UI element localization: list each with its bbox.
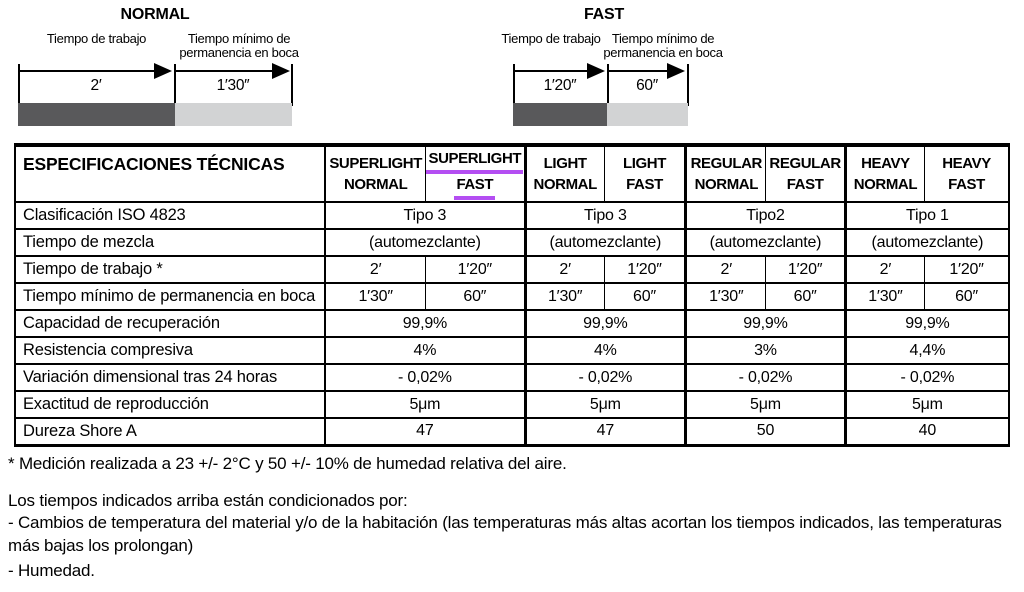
cell-superlight: - 0,02% bbox=[325, 364, 525, 391]
column-header-regular-normal: REGULAR NORMAL bbox=[686, 145, 766, 202]
column-header-superlight-fast bbox=[426, 145, 525, 202]
footnote-condition-temperature: - Cambios de temperatura del material y/o de la habitación (las temperaturas más altas acortan los tiempos indicados, las temperaturas más bajas los prolongan) bbox=[8, 513, 1002, 555]
cell-regular: 99,9% bbox=[686, 310, 846, 337]
table-row-dimensional bbox=[15, 364, 1009, 391]
cell-superlight: 5μm bbox=[325, 391, 525, 418]
cell-regular-normal: 1′30″ bbox=[686, 283, 766, 310]
table-row-trabajo bbox=[15, 256, 1009, 283]
row-label: Capacidad de recuperación bbox=[15, 310, 325, 337]
footnote-conditions-intro: Los tiempos indicados arriba están condicionados por: bbox=[8, 491, 408, 510]
cell-superlight-fast: 1′20″ bbox=[426, 256, 525, 283]
cell-light: 4% bbox=[525, 337, 686, 364]
cell-heavy-fast: 60″ bbox=[925, 283, 1009, 310]
highlight-underline: FAST bbox=[454, 174, 495, 200]
timing-diagram-fast bbox=[499, 6, 739, 128]
cell-regular: (automezclante) bbox=[686, 229, 846, 256]
column-header-heavy-normal: HEAVY NORMAL bbox=[845, 145, 924, 202]
column-header-superlight-normal: SUPERLIGHT NORMAL bbox=[325, 145, 425, 202]
table-row-compresiva bbox=[15, 337, 1009, 364]
table-row-permanencia bbox=[15, 283, 1009, 310]
cell-light: 47 bbox=[525, 418, 686, 445]
work-time-value: 2′ bbox=[90, 77, 102, 94]
column-header-light-normal: LIGHT NORMAL bbox=[525, 145, 604, 202]
mouth-time-arrow-line bbox=[175, 70, 273, 72]
cell-light-normal: 1′30″ bbox=[525, 283, 604, 310]
cell-regular-fast: 1′20″ bbox=[766, 256, 845, 283]
cell-superlight: 47 bbox=[325, 418, 525, 445]
tick-end bbox=[687, 64, 689, 106]
work-time-arrow-line bbox=[18, 70, 156, 72]
specifications-table bbox=[14, 143, 1010, 447]
cell-heavy: 40 bbox=[845, 418, 1009, 445]
header-row bbox=[15, 145, 1009, 202]
cell-light: 99,9% bbox=[525, 310, 686, 337]
footnote-condition-humidity: - Humedad. bbox=[8, 561, 95, 580]
cell-light: (automezclante) bbox=[525, 229, 686, 256]
cell-heavy: (automezclante) bbox=[845, 229, 1009, 256]
cell-light: Tipo 3 bbox=[525, 202, 686, 229]
diagram-title-fast: FAST bbox=[583, 6, 625, 23]
footnote-measurement: * Medición realizada a 23 +/- 2°C y 50 +/- 10% de humedad relativa del aire. bbox=[8, 454, 567, 473]
timing-diagram-normal bbox=[14, 6, 314, 128]
work-time-bar bbox=[513, 103, 607, 126]
work-time-label: Tiempo de trabajo bbox=[46, 31, 147, 46]
table-row-mezcla bbox=[15, 229, 1009, 256]
cell-heavy: 99,9% bbox=[845, 310, 1009, 337]
cell-superlight: 99,9% bbox=[325, 310, 525, 337]
mouth-time-label: Tiempo mínimo de permanencia en boca bbox=[179, 31, 299, 60]
cell-regular: 50 bbox=[686, 418, 846, 445]
cell-superlight: Tipo 3 bbox=[325, 202, 525, 229]
row-label: Tiempo mínimo de permanencia en boca bbox=[15, 283, 325, 310]
cell-regular-normal: 2′ bbox=[686, 256, 766, 283]
work-time-value: 1′20″ bbox=[543, 77, 577, 94]
table-title: ESPECIFICACIONES TÉCNICAS bbox=[15, 145, 325, 202]
table-row-recuperacion bbox=[15, 310, 1009, 337]
cell-heavy: 4,4% bbox=[845, 337, 1009, 364]
work-time-arrow-line bbox=[513, 70, 587, 72]
diagram-title-normal: NORMAL bbox=[120, 6, 190, 23]
mouth-time-value: 60″ bbox=[636, 77, 658, 94]
cell-heavy: Tipo 1 bbox=[845, 202, 1009, 229]
cell-heavy-fast: 1′20″ bbox=[925, 256, 1009, 283]
cell-superlight-fast: 60″ bbox=[426, 283, 525, 310]
cell-regular-fast: 60″ bbox=[766, 283, 845, 310]
cell-superlight-normal: 2′ bbox=[325, 256, 425, 283]
work-time-bar bbox=[18, 103, 175, 126]
mouth-time-arrow-line bbox=[609, 70, 667, 72]
cell-superlight: 4% bbox=[325, 337, 525, 364]
cell-heavy: 5μm bbox=[845, 391, 1009, 418]
column-header-regular-fast: REGULAR FAST bbox=[766, 145, 845, 202]
row-label: Resistencia compresiva bbox=[15, 337, 325, 364]
mouth-time-bar bbox=[175, 103, 292, 126]
cell-light-normal: 2′ bbox=[525, 256, 604, 283]
table-row-dureza bbox=[15, 418, 1009, 445]
cell-regular: 5μm bbox=[686, 391, 846, 418]
cell-light: - 0,02% bbox=[525, 364, 686, 391]
column-header-light-fast: LIGHT FAST bbox=[604, 145, 685, 202]
row-label: Tiempo de mezcla bbox=[15, 229, 325, 256]
cell-regular: 3% bbox=[686, 337, 846, 364]
highlight-underline: SUPERLIGHT bbox=[426, 148, 523, 174]
table-row-exactitud bbox=[15, 391, 1009, 418]
mouth-time-value: 1′30″ bbox=[216, 77, 250, 94]
row-label: Clasificación ISO 4823 bbox=[15, 202, 325, 229]
cell-heavy-normal: 1′30″ bbox=[845, 283, 924, 310]
cell-regular: - 0,02% bbox=[686, 364, 846, 391]
cell-superlight: (automezclante) bbox=[325, 229, 525, 256]
table-row-iso bbox=[15, 202, 1009, 229]
mouth-time-label: Tiempo mínimo de permanencia en boca bbox=[603, 31, 723, 60]
cell-superlight-normal: 1′30″ bbox=[325, 283, 425, 310]
row-label: Dureza Shore A bbox=[15, 418, 325, 445]
work-time-label: Tiempo de trabajo bbox=[501, 31, 601, 46]
row-label: Exactitud de reproducción bbox=[15, 391, 325, 418]
cell-heavy-normal: 2′ bbox=[845, 256, 924, 283]
cell-regular: Tipo2 bbox=[686, 202, 846, 229]
cell-light: 5μm bbox=[525, 391, 686, 418]
column-header-heavy-fast: HEAVY FAST bbox=[925, 145, 1009, 202]
row-label: Variación dimensional tras 24 horas bbox=[15, 364, 325, 391]
cell-light-fast: 60″ bbox=[604, 283, 685, 310]
cell-heavy: - 0,02% bbox=[845, 364, 1009, 391]
mouth-time-bar bbox=[607, 103, 688, 126]
tick-end bbox=[291, 64, 293, 106]
row-label: Tiempo de trabajo * bbox=[15, 256, 325, 283]
cell-light-fast: 1′20″ bbox=[604, 256, 685, 283]
